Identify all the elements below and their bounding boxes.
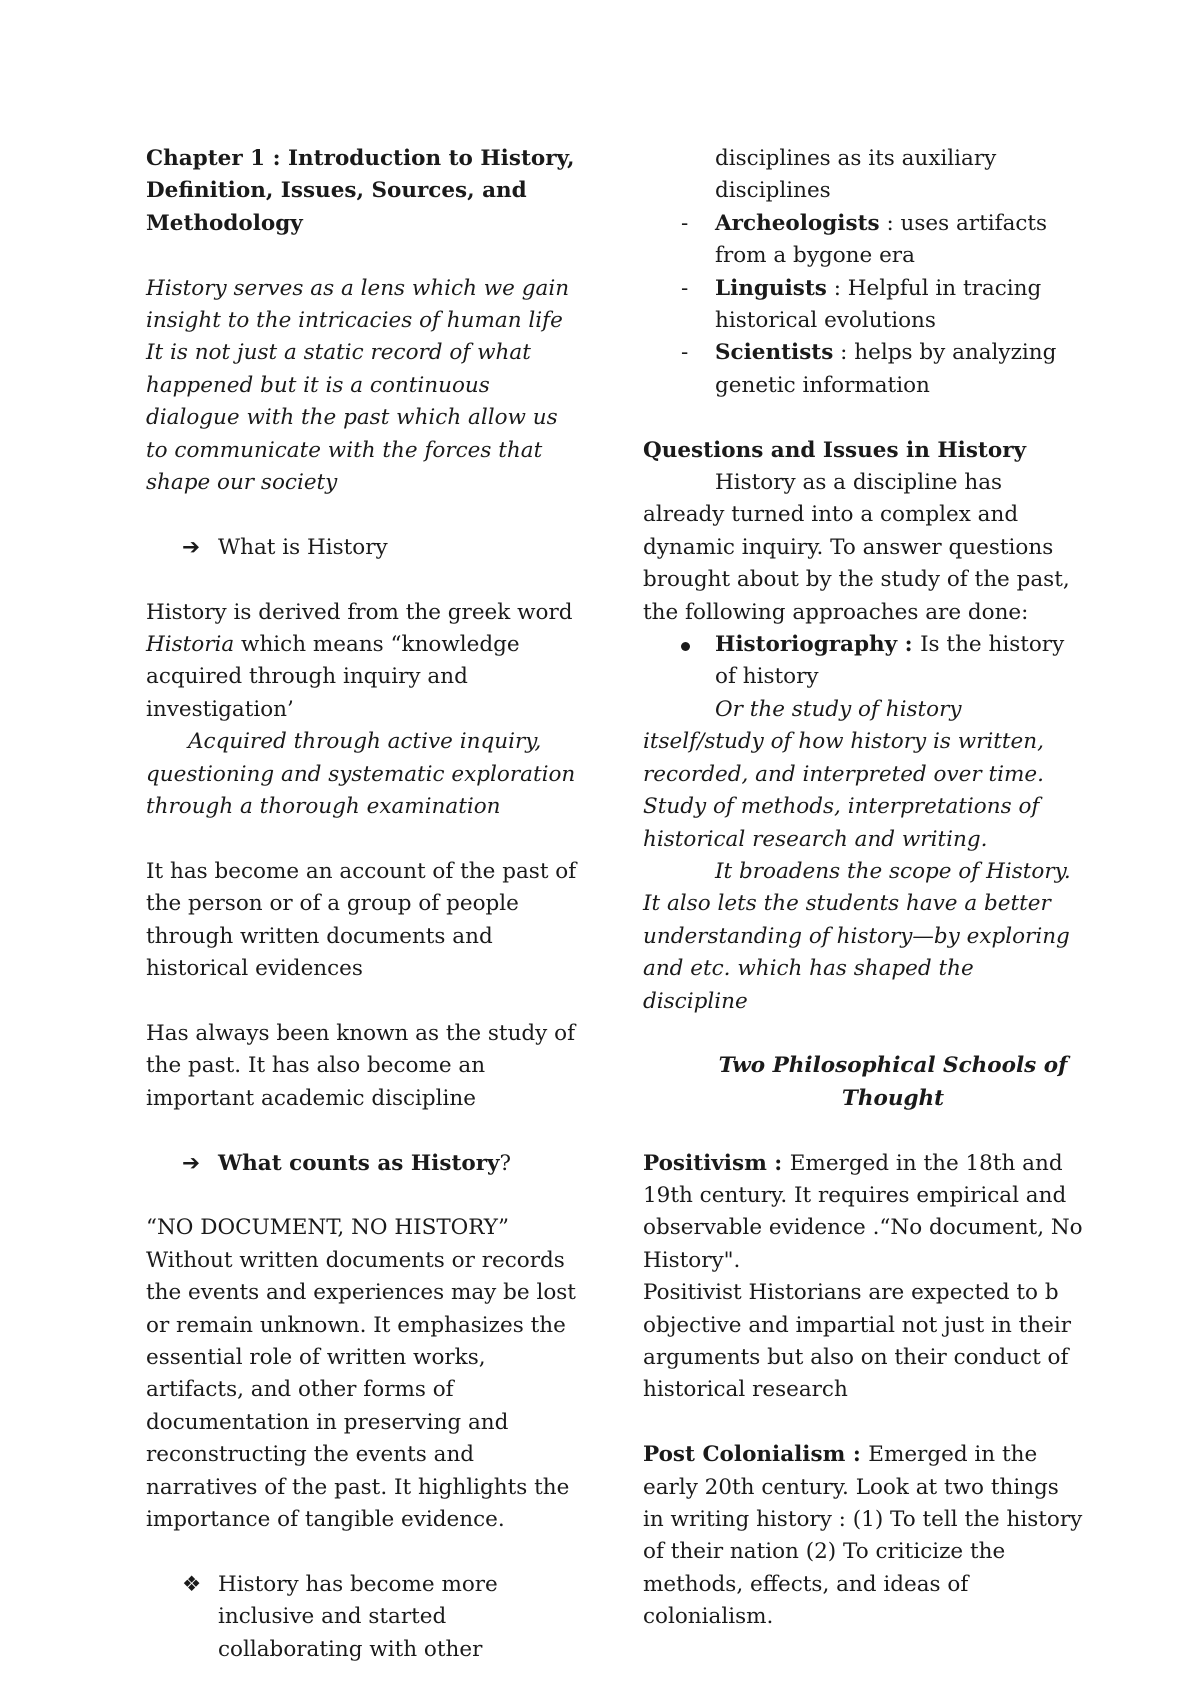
bullet-dot-icon	[681, 642, 690, 651]
historiography-term: Historiography :	[715, 632, 921, 658]
arrow-icon: ➔	[182, 534, 201, 560]
aux-item-linguists	[643, 273, 1083, 338]
bullet-continuation: disciplines as its auxiliary disciplines	[715, 146, 997, 204]
definition-suffix: which means “knowledge acquired through inquiry and investigation’	[146, 632, 520, 722]
study-paragraph: Has always been known as the study of the past. It has also become an important academic discipline	[146, 1020, 576, 1111]
postcolonialism-term: Post Colonialism :	[643, 1442, 869, 1468]
definition-prefix: History is derived from the greek word	[146, 599, 573, 625]
bullet-text: History has become more inclusive and started collaborating with other	[218, 1571, 498, 1662]
question-what-counts	[146, 1148, 586, 1180]
question-text: What is History	[218, 534, 388, 560]
intro-quote: History serves as a lens which we gain insight to the intricacies of human life It is not just a static record of what happened but it is a continuous dialogue with the past which allow us to communicate with the forces that shape our society	[146, 275, 570, 496]
chapter-title: Chapter 1 : Introduction to History, Definition, Issues, Sources, and Methodology	[146, 146, 575, 236]
postcolonialism-paragraph	[643, 1439, 1083, 1633]
aux-text: : uses artifacts from a bygone era	[715, 210, 1048, 269]
question-what-is-history	[146, 532, 586, 564]
right-column	[643, 143, 1083, 1634]
positivism-paragraph-2: Positivist Historians are expected to b objective and impartial not just in their arguments but also on their conduct of historical research	[643, 1280, 1071, 1403]
question-end: ?	[499, 1150, 512, 1176]
positivism-paragraph	[643, 1148, 1083, 1278]
definition-paragraph	[146, 597, 586, 727]
aux-text: : helps by analyzing genetic information	[715, 340, 1057, 398]
issues-heading: Questions and Issues in History	[643, 437, 1027, 463]
inclusive-bullet	[146, 1569, 586, 1666]
dash-marker: -	[681, 340, 689, 366]
issues-paragraph: History as a discipline has already turned into a complex and dynamic inquiry. To answer questions brought about by the study of the past, the following approaches are done:	[643, 470, 1070, 625]
definition-italic: Acquired through active inquiry, questioning and systematic exploration through a thorough examination	[146, 729, 576, 820]
aux-item-scientists	[643, 337, 1083, 402]
question-bold: What counts as History	[218, 1150, 500, 1176]
aux-term: Linguists	[715, 275, 827, 301]
positivism-term: Positivism :	[643, 1150, 790, 1176]
slogan-paragraph: Without written documents or records the events and experiences may be lost or remain unknown. It emphasizes the essential role of written works, artifacts, and other forms of documentation in preserving and reconstructing the events and narratives of the past. It highlights the importance of tangible evidence.	[146, 1247, 576, 1532]
aux-item-archeologists	[643, 208, 1083, 273]
aux-text: : Helpful in tracing historical evolutions	[715, 275, 1042, 334]
historiography-italic-1: Or the study of history itself/study of how history is written, recorded, and interpreted over time. Study of methods, interpretations of historical research and writing.	[643, 696, 1044, 852]
left-column	[146, 143, 586, 1666]
historiography-bullet	[643, 629, 1083, 694]
positivism-text: Emerged in the 18th and 19th century. It requires empirical and observable evidence .“No document, No History".	[643, 1150, 1083, 1273]
dash-marker: -	[681, 210, 689, 236]
aux-term: Scientists	[715, 340, 834, 366]
dash-marker: -	[681, 275, 689, 301]
slogan: “NO DOCUMENT, NO HISTORY”	[146, 1215, 509, 1241]
diamond-bullet-icon: ❖	[182, 1571, 202, 1597]
arrow-icon: ➔	[182, 1150, 201, 1176]
account-paragraph: It has become an account of the past of the person or of a group of people through written documents and historical evidences	[146, 858, 577, 982]
schools-heading: Two Philosophical Schools of Thought	[718, 1053, 1068, 1111]
historiography-italic-2: It broadens the scope of History. It also lets the students have a better understanding of history—by exploring and etc. which has shaped the discipline	[643, 858, 1071, 1014]
definition-word: Historia	[146, 632, 235, 658]
aux-term: Archeologists	[715, 210, 880, 236]
historiography-text: Is the history of history	[715, 632, 1065, 690]
postcolonialism-text: Emerged in the early 20th century. Look at two things in writing history : (1) To tell the history of their nation (2) To criticize the methods, effects, and ideas of colonialism.	[643, 1442, 1083, 1630]
